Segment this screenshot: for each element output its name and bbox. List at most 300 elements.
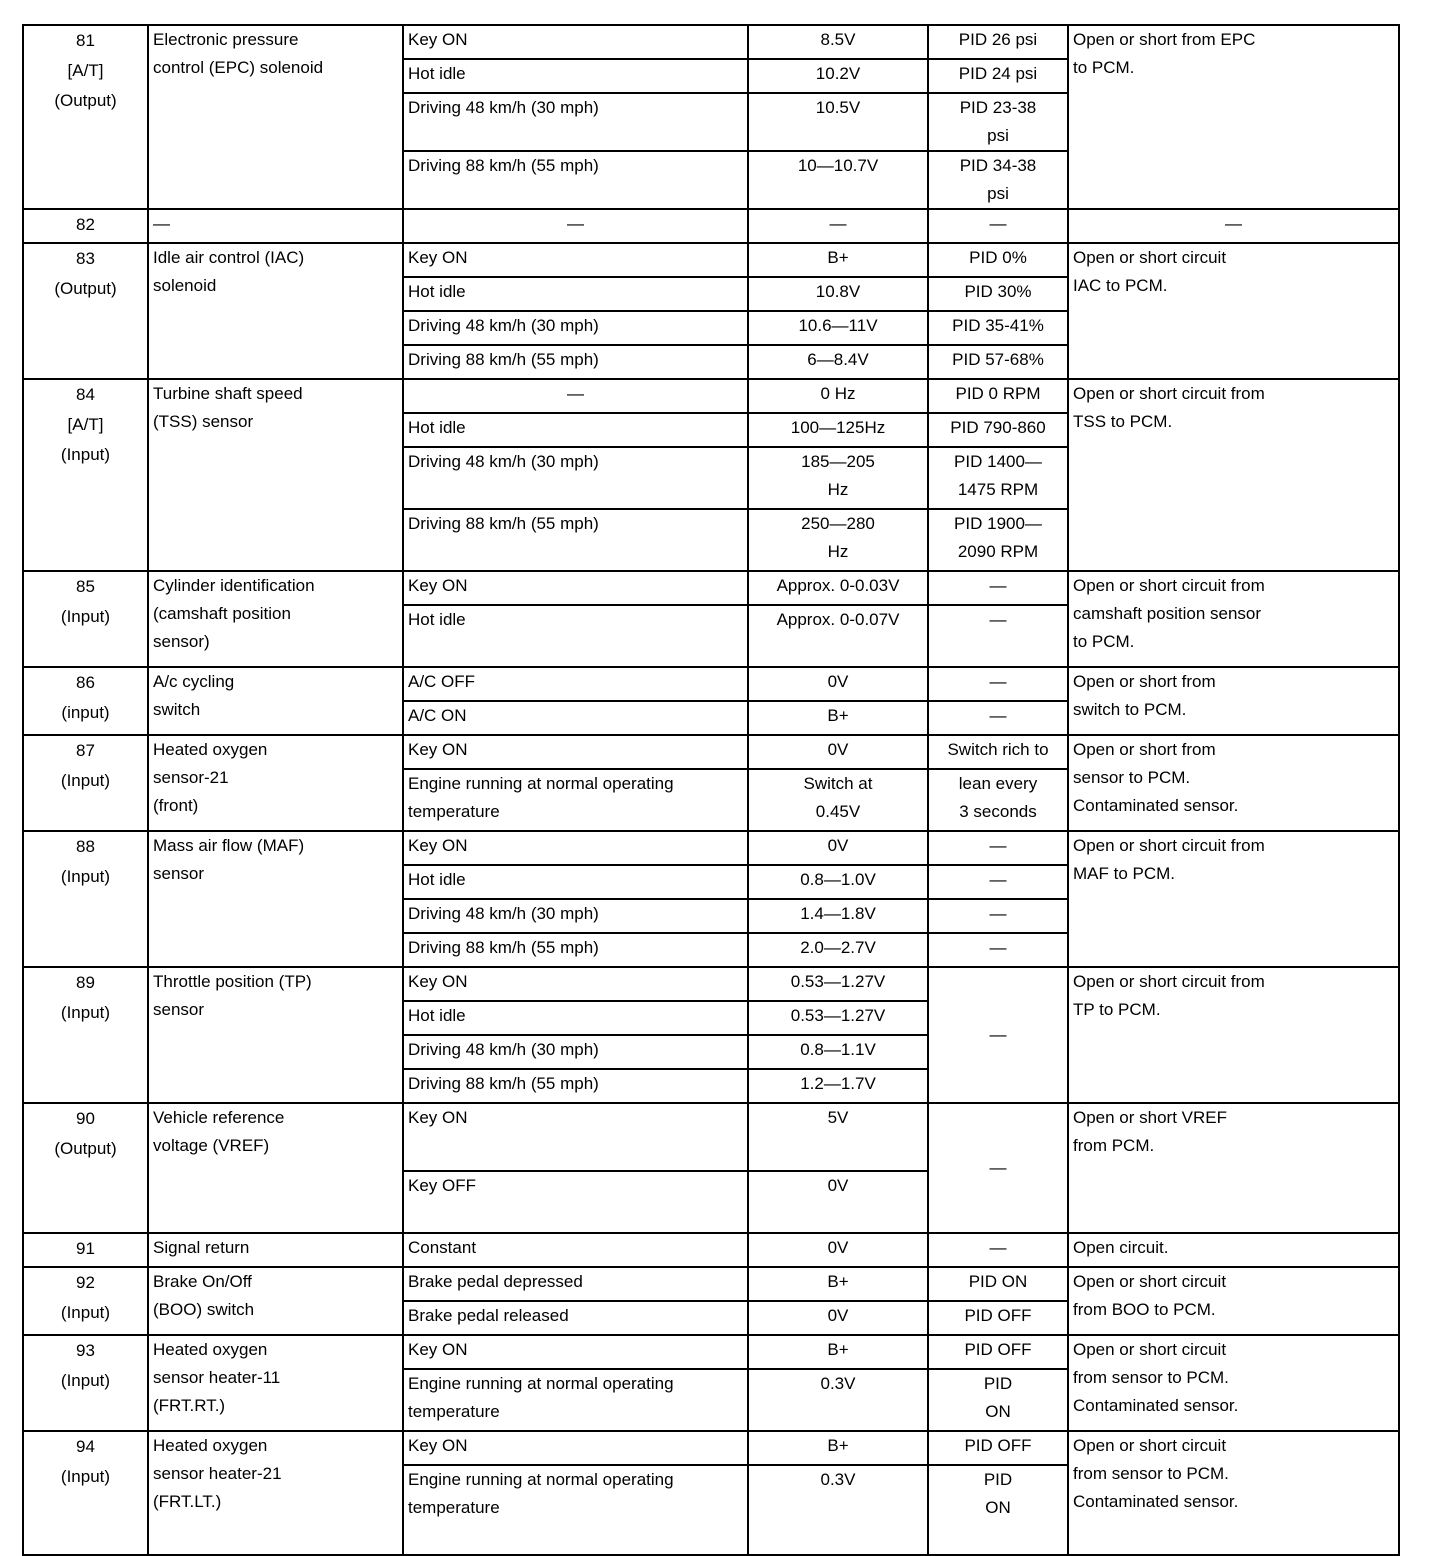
possible-cause	[1068, 25, 1399, 209]
test-condition: Driving 88 km/h (55 mph)	[403, 151, 748, 209]
pid-value-text: PID 1400—	[954, 452, 1042, 471]
table-row	[23, 571, 1399, 605]
terminal-name	[148, 209, 403, 243]
terminal-number-text: 94	[76, 1437, 95, 1456]
terminal-number-text: 81	[76, 31, 95, 50]
terminal-number-text: 83	[76, 249, 95, 268]
voltage-value-text: 5V	[827, 1108, 849, 1127]
pid-value-text: PID 30%	[964, 282, 1032, 301]
test-condition: Driving 88 km/h (55 mph)	[403, 345, 748, 379]
table-row	[23, 1267, 1399, 1301]
terminal-name	[148, 1267, 403, 1335]
terminal-name-text: sensor heater-21	[153, 1464, 282, 1483]
pid-value-text: —	[989, 904, 1007, 923]
table-row	[23, 735, 1399, 769]
possible-cause-text: from sensor to PCM.	[1073, 1368, 1229, 1387]
terminal-name	[148, 571, 403, 667]
terminal-number	[23, 967, 148, 1103]
terminal-name-text: sensor	[153, 1000, 205, 1019]
voltage-value-text: 0V	[827, 1306, 849, 1325]
voltage-value-text: Approx. 0-0.03V	[776, 576, 900, 595]
voltage-value-text: 0.53—1.27V	[790, 972, 886, 991]
terminal-number	[23, 1103, 148, 1233]
possible-cause	[1068, 243, 1399, 379]
pid-value-text: PID 1900—	[954, 514, 1042, 533]
pid-value	[928, 277, 1068, 311]
terminal-number-text: 87	[76, 741, 95, 760]
test-condition: Driving 48 km/h (30 mph)	[403, 311, 748, 345]
terminal-name-text: Mass air flow (MAF)	[153, 836, 305, 855]
voltage-value-text: Approx. 0-0.07V	[776, 610, 900, 629]
possible-cause-text: TSS to PCM.	[1073, 412, 1173, 431]
pid-value	[928, 667, 1068, 701]
voltage-value	[748, 1103, 928, 1171]
voltage-value-text: 1.4—1.8V	[800, 904, 876, 923]
pid-value-text: —	[989, 836, 1007, 855]
pid-value	[928, 933, 1068, 967]
test-condition: Key ON	[403, 967, 748, 1001]
possible-cause	[1068, 967, 1399, 1103]
voltage-value-text: 10.6—11V	[798, 316, 878, 335]
voltage-value	[748, 25, 928, 59]
terminal-name	[148, 967, 403, 1103]
pid-value	[928, 769, 1068, 831]
possible-cause	[1068, 1431, 1399, 1555]
terminal-name-text: solenoid	[153, 276, 217, 295]
voltage-value	[748, 769, 928, 831]
pid-value-text: —	[989, 214, 1007, 233]
terminal-name-text: Brake On/Off	[153, 1272, 252, 1291]
terminal-name	[148, 243, 403, 379]
voltage-value	[748, 1171, 928, 1233]
voltage-value-text: 10.5V	[815, 98, 861, 117]
table-row	[23, 667, 1399, 701]
possible-cause-text: Open or short VREF	[1073, 1108, 1228, 1127]
terminal-number-text: 85	[76, 577, 95, 596]
terminal-name-text: Throttle position (TP)	[153, 972, 312, 991]
terminal-name-text: sensor heater-11	[153, 1368, 281, 1387]
terminal-name-text: Heated oxygen	[153, 1340, 268, 1359]
voltage-value	[748, 1431, 928, 1465]
possible-cause-text: Open or short circuit from	[1073, 836, 1265, 855]
pid-value-text: PID OFF	[964, 1436, 1032, 1455]
terminal-number	[23, 1335, 148, 1431]
table-row	[23, 243, 1399, 277]
terminal-name-text: Vehicle reference	[153, 1108, 285, 1127]
voltage-value-text: 10.2V	[815, 64, 861, 83]
terminal-number-text: (Output)	[54, 91, 117, 110]
test-condition: —	[403, 209, 748, 243]
voltage-value-text: B+	[827, 1436, 849, 1455]
terminal-number-text: [A/T]	[67, 415, 104, 434]
pid-value	[928, 243, 1068, 277]
pid-value	[928, 831, 1068, 865]
terminal-name	[148, 1233, 403, 1267]
pid-value	[928, 571, 1068, 605]
pid-value-text: —	[989, 1158, 1007, 1177]
terminal-name	[148, 1335, 403, 1431]
voltage-value-text: B+	[827, 706, 849, 725]
table-row	[23, 209, 1399, 243]
voltage-value-text: 0V	[827, 836, 849, 855]
terminal-name-text: A/c cycling	[153, 672, 235, 691]
voltage-value-text: 0V	[827, 1176, 849, 1195]
pid-value-text: —	[989, 672, 1007, 691]
terminal-number-text: 93	[76, 1341, 95, 1360]
voltage-value-text: 0V	[827, 1238, 849, 1257]
terminal-number-text: (Input)	[60, 445, 111, 464]
terminal-name-text: Signal return	[153, 1238, 250, 1257]
pid-value-text: PID ON	[968, 1272, 1028, 1291]
pid-value	[928, 1335, 1068, 1369]
terminal-number-text: (Input)	[60, 1003, 111, 1022]
voltage-value	[748, 447, 928, 509]
voltage-value	[748, 413, 928, 447]
pid-value	[928, 1465, 1068, 1555]
terminal-number	[23, 1267, 148, 1335]
possible-cause-text: Open or short circuit	[1073, 1436, 1227, 1455]
terminal-number-text: (Input)	[60, 867, 111, 886]
possible-cause	[1068, 1335, 1399, 1431]
table-row	[23, 831, 1399, 865]
terminal-name	[148, 379, 403, 571]
terminal-number-text: (Input)	[60, 607, 111, 626]
pid-value	[928, 413, 1068, 447]
possible-cause	[1068, 209, 1399, 243]
possible-cause	[1068, 1233, 1399, 1267]
voltage-value-text: 0V	[827, 672, 849, 691]
test-condition: Hot idle	[403, 277, 748, 311]
test-condition: Driving 88 km/h (55 mph)	[403, 509, 748, 571]
terminal-number-text: 92	[76, 1273, 95, 1292]
pid-value-text: Switch rich to	[947, 740, 1049, 759]
voltage-value	[748, 1001, 928, 1035]
terminal-number-text: (Input)	[60, 1467, 111, 1486]
terminal-name-text: sensor	[153, 864, 205, 883]
terminal-number	[23, 1233, 148, 1267]
pid-value	[928, 509, 1068, 571]
terminal-number	[23, 831, 148, 967]
terminal-name-text: Idle air control (IAC)	[153, 248, 305, 267]
terminal-name-text: (front)	[153, 796, 199, 815]
pid-value-text: PID OFF	[964, 1306, 1032, 1325]
possible-cause-text: Open or short from	[1073, 740, 1216, 759]
pid-value-text: —	[989, 610, 1007, 629]
terminal-name-text: control (EPC) solenoid	[153, 58, 324, 77]
terminal-name	[148, 831, 403, 967]
voltage-value	[748, 735, 928, 769]
terminal-name-text: (FRT.RT.)	[153, 1396, 226, 1415]
test-condition: Hot idle	[403, 1001, 748, 1035]
table-row	[23, 1103, 1399, 1171]
pid-value	[928, 25, 1068, 59]
test-condition: Hot idle	[403, 605, 748, 667]
test-condition: Key ON	[403, 735, 748, 769]
test-condition: Key OFF	[403, 1171, 748, 1233]
pid-value	[928, 151, 1068, 209]
pid-value-text: 2090 RPM	[957, 542, 1039, 561]
table-row	[23, 967, 1399, 1001]
voltage-value-text: Switch at	[803, 774, 873, 793]
test-condition: Key ON	[403, 571, 748, 605]
pid-value-text: PID 35-41%	[952, 316, 1044, 335]
possible-cause-text: from PCM.	[1073, 1136, 1155, 1155]
terminal-number-text: 89	[76, 973, 95, 992]
terminal-name	[148, 735, 403, 831]
terminal-number-text: 91	[76, 1239, 95, 1258]
voltage-value	[748, 933, 928, 967]
terminal-name-text: Heated oxygen	[153, 1436, 268, 1455]
possible-cause	[1068, 379, 1399, 571]
terminal-number-text: 90	[76, 1109, 95, 1128]
terminal-name	[148, 1103, 403, 1233]
pid-value	[928, 1233, 1068, 1267]
possible-cause	[1068, 1267, 1399, 1335]
voltage-value-text: 250—280	[801, 514, 875, 533]
test-condition: Driving 48 km/h (30 mph)	[403, 447, 748, 509]
test-condition: Brake pedal released	[403, 1301, 748, 1335]
voltage-value	[748, 1035, 928, 1069]
table-row	[23, 1233, 1399, 1267]
pid-value	[928, 735, 1068, 769]
voltage-value-text: 1.2—1.7V	[800, 1074, 876, 1093]
possible-cause-text: from sensor to PCM.	[1073, 1464, 1229, 1483]
test-condition: Key ON	[403, 243, 748, 277]
voltage-value	[748, 1233, 928, 1267]
terminal-number-text: 82	[76, 215, 95, 234]
possible-cause	[1068, 1103, 1399, 1233]
terminal-number-text: (Input)	[60, 1371, 111, 1390]
pid-value-text: ON	[985, 1498, 1011, 1517]
possible-cause-text: Open or short from	[1073, 672, 1216, 691]
terminal-number-text: [A/T]	[67, 61, 104, 80]
terminal-name-text: Electronic pressure	[153, 30, 299, 49]
terminal-number	[23, 571, 148, 667]
terminal-name-text: —	[153, 214, 170, 233]
pid-value-text: PID OFF	[964, 1340, 1032, 1359]
voltage-value-text: 0.53—1.27V	[790, 1006, 886, 1025]
test-condition: Key ON	[403, 831, 748, 865]
pid-value	[928, 59, 1068, 93]
pid-value	[928, 447, 1068, 509]
voltage-value	[748, 243, 928, 277]
pid-value-text: —	[989, 706, 1007, 725]
terminal-name-text: (camshaft position	[153, 604, 291, 623]
terminal-name-text: (FRT.LT.)	[153, 1492, 222, 1511]
terminal-number-text: (Output)	[54, 279, 117, 298]
voltage-value-text: B+	[827, 248, 849, 267]
test-condition: Constant	[403, 1233, 748, 1267]
table-row	[23, 25, 1399, 59]
voltage-value	[748, 1465, 928, 1555]
pid-value	[928, 1431, 1068, 1465]
pid-value	[928, 967, 1068, 1103]
test-condition: Engine running at normal operating temperature	[403, 1465, 748, 1555]
voltage-value	[748, 345, 928, 379]
pid-value-text: PID 34-38	[959, 156, 1037, 175]
possible-cause-text: to PCM.	[1073, 58, 1135, 77]
terminal-number	[23, 735, 148, 831]
test-condition: Driving 88 km/h (55 mph)	[403, 933, 748, 967]
possible-cause-text: from BOO to PCM.	[1073, 1300, 1216, 1319]
pid-value-text: —	[989, 938, 1007, 957]
voltage-value	[748, 865, 928, 899]
terminal-name-text: (BOO) switch	[153, 1300, 255, 1319]
possible-cause	[1068, 831, 1399, 967]
test-condition: Key ON	[403, 25, 748, 59]
terminal-name-text: voltage (VREF)	[153, 1136, 270, 1155]
possible-cause-text: MAF to PCM.	[1073, 864, 1176, 883]
pid-value	[928, 1301, 1068, 1335]
terminal-number-text: (Input)	[60, 771, 111, 790]
terminal-name-text: Cylinder identification	[153, 576, 315, 595]
test-condition: Key ON	[403, 1431, 748, 1465]
pid-value-text: 1475 RPM	[957, 480, 1039, 499]
voltage-value	[748, 701, 928, 735]
test-condition: Key ON	[403, 1103, 748, 1171]
pid-value-text: ON	[985, 1402, 1011, 1421]
terminal-name-text: switch	[153, 700, 201, 719]
terminal-number-text: (input)	[61, 703, 110, 722]
voltage-value	[748, 93, 928, 151]
pid-value	[928, 209, 1068, 243]
voltage-value	[748, 151, 928, 209]
test-condition: Engine running at normal operating temperature	[403, 1369, 748, 1431]
pcm-terminal-table	[22, 24, 1400, 1556]
pid-value	[928, 379, 1068, 413]
possible-cause-text: Open or short circuit from	[1073, 972, 1265, 991]
pid-value-text: —	[989, 1025, 1007, 1044]
table-body	[23, 25, 1399, 1555]
test-condition: —	[403, 379, 748, 413]
pid-value-text: PID 0 RPM	[955, 384, 1041, 403]
possible-cause-text: switch to PCM.	[1073, 700, 1187, 719]
test-condition: Driving 88 km/h (55 mph)	[403, 1069, 748, 1103]
pid-value	[928, 701, 1068, 735]
voltage-value	[748, 1267, 928, 1301]
pid-value-text: lean every	[958, 774, 1038, 793]
pid-value	[928, 1267, 1068, 1301]
possible-cause-text: to PCM.	[1073, 632, 1135, 651]
voltage-value-text: 6—8.4V	[807, 350, 869, 369]
terminal-number	[23, 243, 148, 379]
terminal-number-text: (Input)	[60, 1303, 111, 1322]
voltage-value	[748, 1335, 928, 1369]
pid-value	[928, 899, 1068, 933]
voltage-value	[748, 967, 928, 1001]
table-row	[23, 379, 1399, 413]
pid-value-text: PID 57-68%	[952, 350, 1044, 369]
terminal-number-text: 88	[76, 837, 95, 856]
terminal-number	[23, 25, 148, 209]
pid-value-text: PID 790-860	[950, 418, 1046, 437]
test-condition: Brake pedal depressed	[403, 1267, 748, 1301]
possible-cause-text: camshaft position sensor	[1073, 604, 1262, 623]
pid-value-text: PID 26 psi	[958, 30, 1038, 49]
voltage-value	[748, 899, 928, 933]
terminal-name-text: (TSS) sensor	[153, 412, 254, 431]
voltage-value-text: B+	[827, 1272, 849, 1291]
voltage-value-text: Hz	[827, 480, 849, 499]
terminal-name	[148, 667, 403, 735]
pid-value-text: 3 seconds	[959, 802, 1037, 821]
voltage-value-text: 0.8—1.1V	[800, 1040, 876, 1059]
terminal-name	[148, 1431, 403, 1555]
pid-value-text: PID 23-38	[959, 98, 1037, 117]
terminal-number-text: 84	[76, 385, 95, 404]
pid-value	[928, 345, 1068, 379]
possible-cause	[1068, 667, 1399, 735]
terminal-name-text: sensor)	[153, 632, 210, 651]
test-condition: Key ON	[403, 1335, 748, 1369]
voltage-value-text: B+	[827, 1340, 849, 1359]
possible-cause-text: Contaminated sensor.	[1073, 1492, 1239, 1511]
pid-value-text: —	[989, 576, 1007, 595]
pid-value-text: —	[989, 870, 1007, 889]
voltage-value-text: 0V	[827, 740, 849, 759]
voltage-value	[748, 1301, 928, 1335]
test-condition: Hot idle	[403, 413, 748, 447]
test-condition: Driving 48 km/h (30 mph)	[403, 899, 748, 933]
test-condition: Driving 48 km/h (30 mph)	[403, 93, 748, 151]
terminal-name-text: Heated oxygen	[153, 740, 268, 759]
voltage-value-text: 185—205	[801, 452, 875, 471]
voltage-value	[748, 571, 928, 605]
pid-value	[928, 1103, 1068, 1233]
pid-value	[928, 605, 1068, 667]
terminal-name-text: sensor-21	[153, 768, 229, 787]
test-condition: A/C ON	[403, 701, 748, 735]
terminal-number	[23, 1431, 148, 1555]
voltage-value	[748, 605, 928, 667]
test-condition: Driving 48 km/h (30 mph)	[403, 1035, 748, 1069]
possible-cause-text: TP to PCM.	[1073, 1000, 1161, 1019]
voltage-value	[748, 209, 928, 243]
voltage-value-text: 10—10.7V	[797, 156, 879, 175]
pid-value-text: psi	[987, 184, 1009, 203]
terminal-number-text: (Output)	[54, 1139, 117, 1158]
voltage-value-text: 2.0—2.7V	[800, 938, 876, 957]
pid-value-text: PID	[983, 1374, 1013, 1393]
pid-value-text: PID	[983, 1470, 1013, 1489]
voltage-value-text: Hz	[827, 542, 849, 561]
voltage-value	[748, 379, 928, 413]
possible-cause-text: Contaminated sensor.	[1073, 1396, 1239, 1415]
voltage-value	[748, 311, 928, 345]
possible-cause-text: Open or short circuit	[1073, 1340, 1227, 1359]
pid-value	[928, 1369, 1068, 1431]
test-condition: Hot idle	[403, 865, 748, 899]
voltage-value-text: 10.8V	[815, 282, 861, 301]
test-condition: Engine running at normal operating temperature	[403, 769, 748, 831]
possible-cause-text: Open or short circuit from	[1073, 384, 1265, 403]
terminal-name	[148, 25, 403, 209]
test-condition: Hot idle	[403, 59, 748, 93]
voltage-value-text: —	[829, 214, 847, 233]
voltage-value	[748, 831, 928, 865]
possible-cause-text: IAC to PCM.	[1073, 276, 1168, 295]
voltage-value	[748, 1069, 928, 1103]
pid-value	[928, 311, 1068, 345]
possible-cause	[1068, 571, 1399, 667]
terminal-number	[23, 667, 148, 735]
voltage-value-text: 0.3V	[820, 1470, 856, 1489]
voltage-value-text: 0 Hz	[820, 384, 856, 403]
voltage-value	[748, 667, 928, 701]
possible-cause-text: Contaminated sensor.	[1073, 796, 1239, 815]
possible-cause-text: Open or short circuit	[1073, 1272, 1227, 1291]
voltage-value	[748, 509, 928, 571]
